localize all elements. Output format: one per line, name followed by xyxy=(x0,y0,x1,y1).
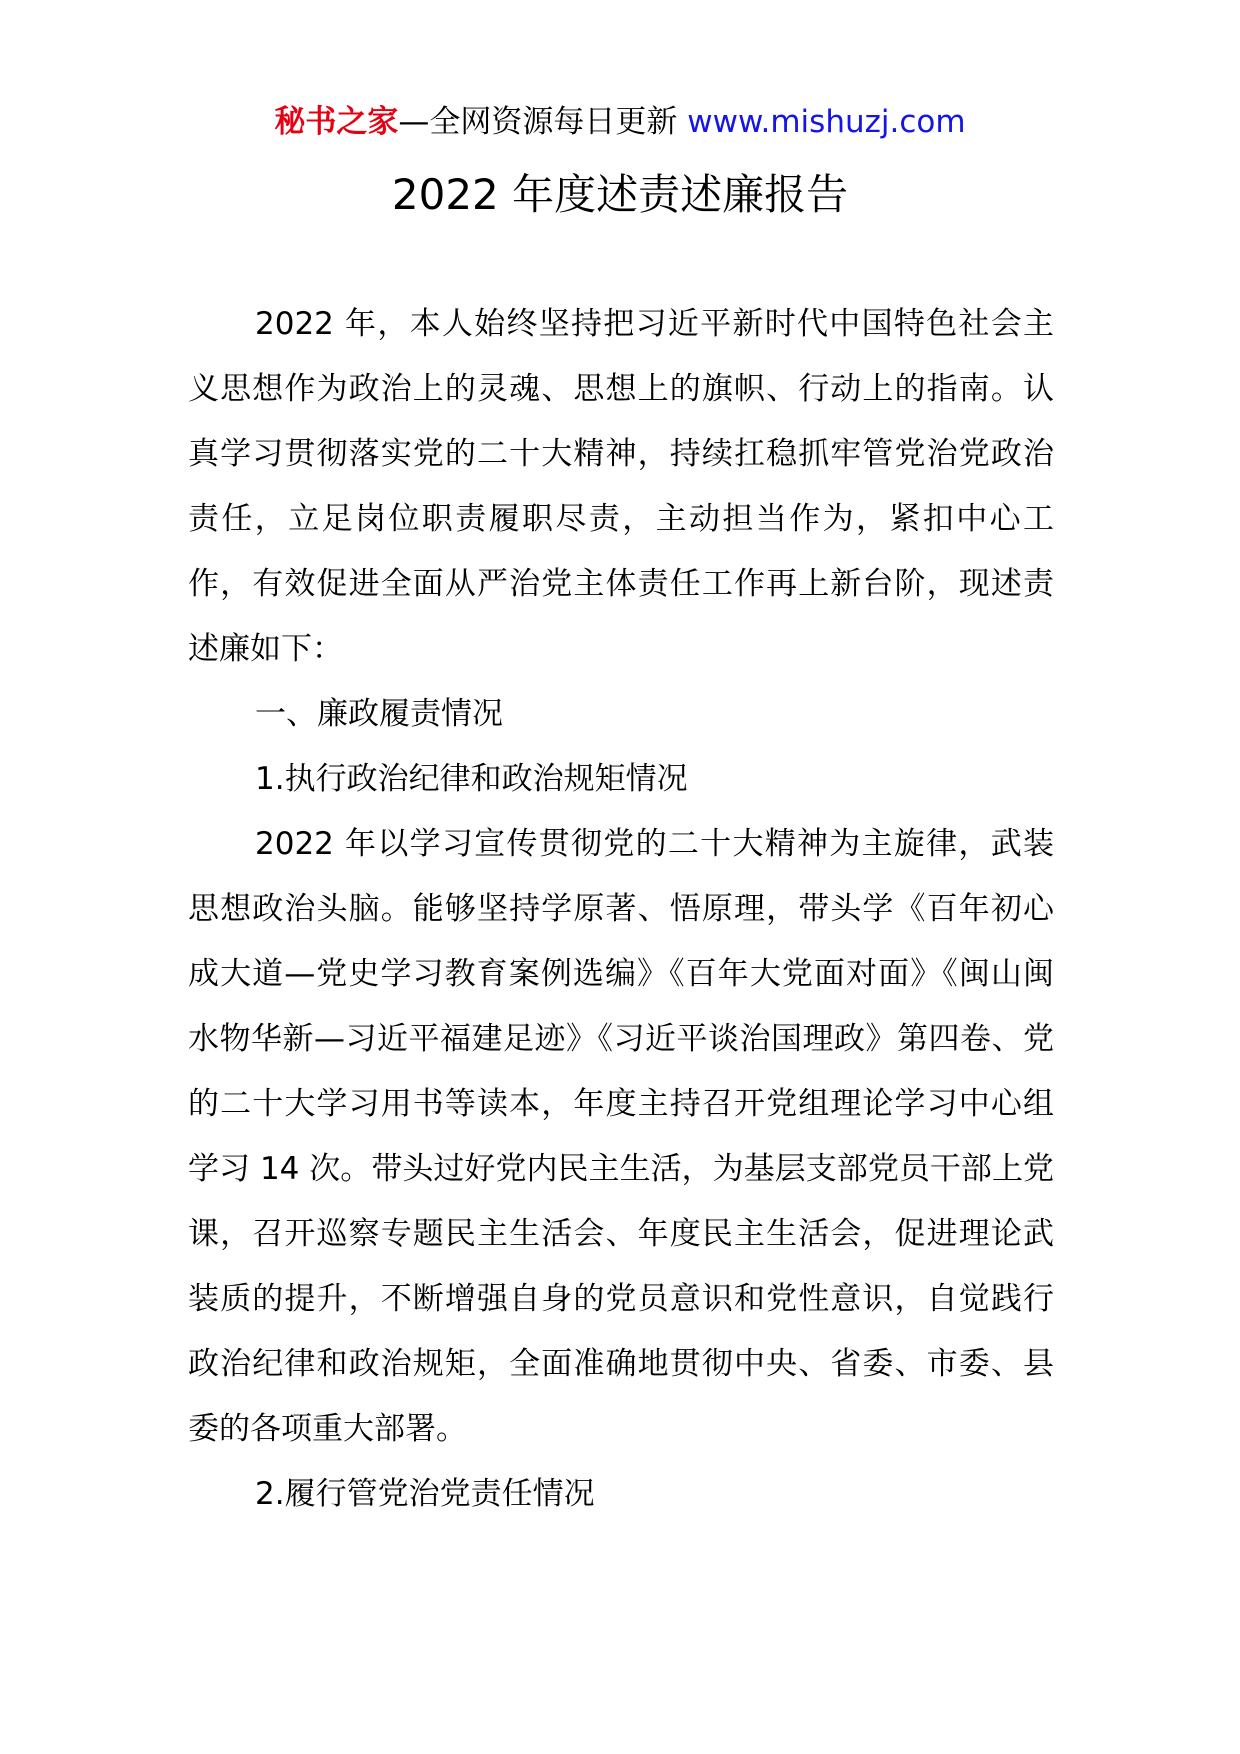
document-body xyxy=(188,292,1054,1527)
item-heading-2: 2.履行管党治党责任情况 xyxy=(255,1476,595,1512)
section-heading-1: 一、廉政履责情况 xyxy=(255,696,503,732)
site-url-link[interactable]: www.mishuzj.com xyxy=(687,104,966,140)
site-header xyxy=(0,100,1240,144)
item-1-paragraph: 2022 年以学习宣传贯彻党的二十大精神为主旋律，武装思想政治头脑。能够坚持学原著、悟原理，带头学《百年初心成大道—党史学习教育案例选编》《百年大党面对面》《闽山闽水物华新—习近平福建足迹》《习近平谈治国理政》第四卷、党的二十大学习用书等读本，年度主持召开党组理论学习中心组学习 14 次。带头过好党内民主生活，为基层支部党员干部上党课，召开巡察专题民主生活会、年度民主生活会，促进理论武装质的提升，不断增强自身的党员意识和党性意识，自觉践行政治纪律和政治规矩，全面准确地贯彻中央、省委、市委、县委的各项重大部署。 xyxy=(188,826,1054,1447)
item-heading-1: 1.执行政治纪律和政治规矩情况 xyxy=(255,761,688,797)
site-slogan: —全网资源每日更新 xyxy=(398,104,688,140)
intro-paragraph: 2022 年，本人始终坚持把习近平新时代中国特色社会主义思想作为政治上的灵魂、思想上的旗帜、行动上的指南。认真学习贯彻落实党的二十大精神，持续扛稳抓牢管党治党政治责任，立足岗位职责履职尽责，主动担当作为，紧扣中心工作，有效促进全面从严治党主体责任工作再上新台阶，现述责述廉如下： xyxy=(188,306,1054,667)
site-brand: 秘书之家 xyxy=(274,104,399,140)
document-title: 2022 年度述责述廉报告 xyxy=(391,170,849,219)
